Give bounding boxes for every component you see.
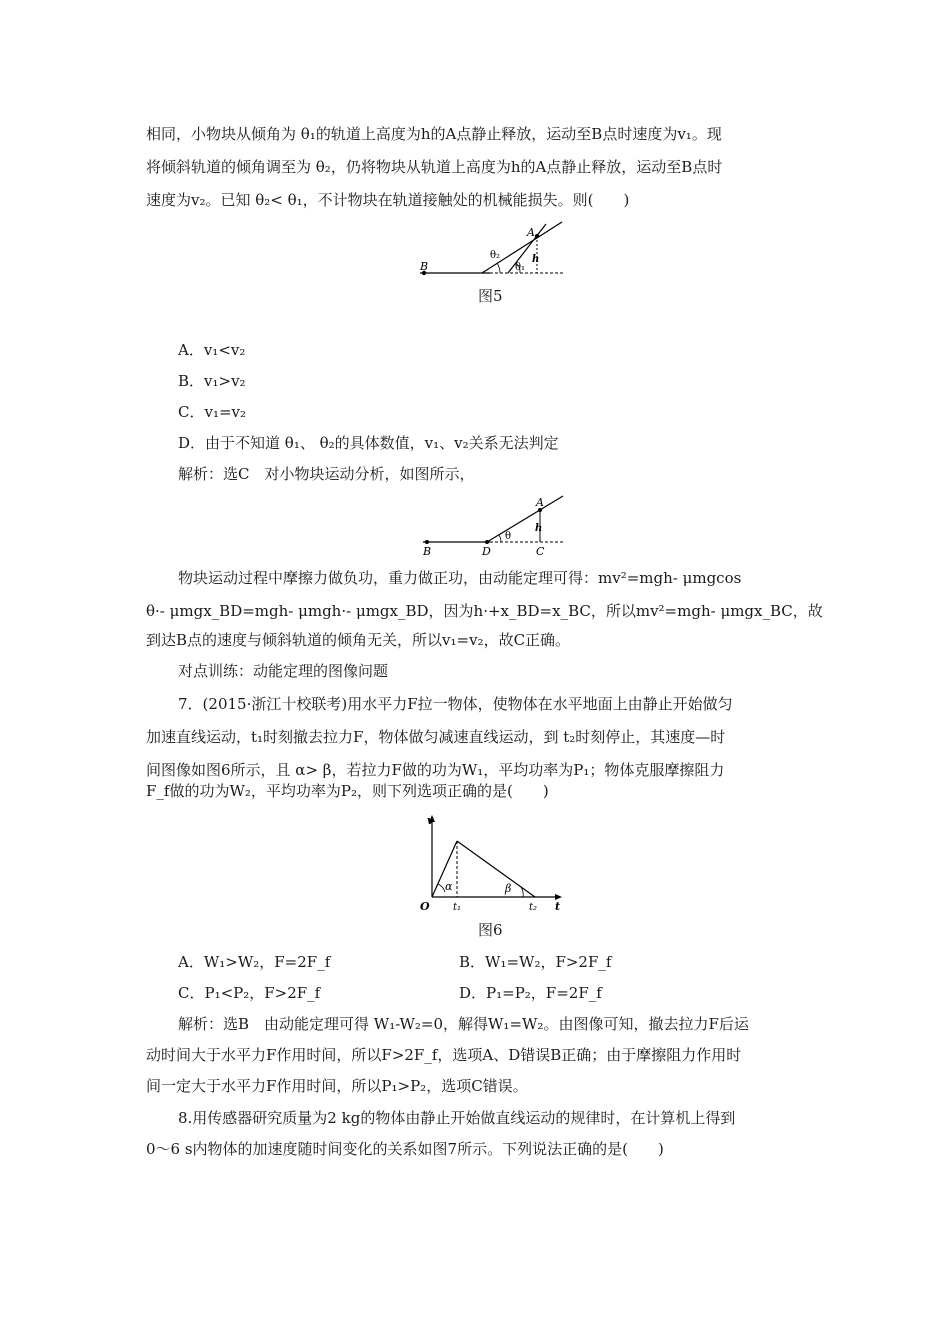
q7-line-1: 7．(2015·浙江十校联考)用水平力F拉一物体，使物体在水平地面上由静止开始做匀	[178, 695, 733, 713]
fig5-label-h: h	[532, 254, 540, 265]
q7-line-2: 加速直线运动，t₁时刻撤去拉力F，物体做匀减速直线运动，到 t₂时刻停止，其速度—时	[146, 728, 726, 746]
afig-label-theta: θ	[505, 531, 512, 542]
q6-analysis-line-2: θ·- μmgx_BD=mgh- μmgh·- μmgx_BD，因为h·+x_BD=x_BC，所以mv²=mgh- μmgx_BC，故	[146, 602, 823, 620]
q6-option-b: B．v₁>v₂	[178, 372, 246, 390]
section-heading: 对点训练：动能定理的图像问题	[178, 662, 389, 680]
afig-label-a: A	[536, 496, 544, 509]
figure-5-caption: 图5	[478, 287, 503, 305]
afig-angle-arc	[499, 535, 501, 542]
fig5-angle-arc-2	[497, 263, 500, 273]
figure-5-diagram	[410, 218, 580, 284]
q6-option-a: A．v₁<v₂	[178, 341, 246, 359]
afig-point-b	[425, 540, 429, 544]
q6-line-2: 将倾斜轨道的倾角调至为 θ₂，仍将物块从轨道上高度为h的A点静止释放，运动至B点时	[146, 158, 723, 176]
fig6-label-t2: t₂	[529, 902, 538, 913]
q8-line-2: 0～6 s内物体的加速度随时间变化的关系如图7所示。下列说法正确的是( )	[146, 1140, 664, 1158]
afig-label-c: C	[536, 545, 545, 558]
fig5-label-a: A	[527, 226, 535, 239]
fig6-label-v: v	[427, 814, 434, 827]
figure-6-caption: 图6	[478, 921, 503, 939]
afig-slope	[487, 496, 563, 542]
fig6-decel-segment	[457, 841, 535, 897]
afig-label-b: B	[423, 545, 432, 558]
q7-option-d: D．P₁=P₂，F=2F_f	[459, 984, 602, 1002]
q7-analysis-line-2: 动时间大于水平力F作用时间，所以F>2F_f，选项A、D错误B正确；由于摩擦阻力作用时	[146, 1046, 742, 1064]
afig-label-h: h	[535, 523, 543, 534]
q6-option-c: C．v₁=v₂	[178, 403, 247, 421]
q6-line-1: 相同，小物块从倾角为 θ₁的轨道上高度为h的A点静止释放，运动至B点时速度为v₁。现	[146, 125, 722, 143]
q6-analysis-head: 解析：选C 对小物块运动分析，如图所示，	[178, 465, 475, 483]
analysis-diagram	[415, 492, 575, 558]
fig5-label-b: B	[420, 260, 429, 273]
fig6-label-t: t	[555, 900, 561, 913]
q7-option-b: B．W₁=W₂，F>2F_f	[459, 953, 612, 971]
q6-analysis-line-3: 到达B点的速度与倾斜轨道的倾角无关，所以v₁=v₂，故C正确。	[146, 631, 571, 649]
q7-analysis-line-1: 解析：选B 由动能定理可得 W₁-W₂=0，解得W₁=W₂。由图像可知，撤去拉力F后运	[178, 1015, 749, 1033]
afig-point-d	[485, 540, 489, 544]
figure-6-vt-graph	[415, 812, 575, 914]
q8-line-1: 8.用传感器研究质量为2 kg的物体由静止开始做直线运动的规律时，在计算机上得到	[178, 1109, 736, 1127]
q6-analysis-line-1: 物块运动过程中摩擦力做负功，重力做正功，由动能定理可得：mv²=mgh- μmgcos	[178, 569, 742, 587]
fig6-label-t1: t₁	[453, 902, 462, 913]
fig5-label-theta2: θ₂	[490, 250, 501, 261]
q7-analysis-line-3: 间一定大于水平力F作用时间，所以P₁>P₂，选项C错误。	[146, 1077, 528, 1095]
fig5-label-theta1: θ₁	[515, 262, 526, 273]
q6-line-3: 速度为v₂。已知 θ₂< θ₁，不计物块在轨道接触处的机械能损失。则( )	[146, 191, 630, 209]
afig-label-d: D	[482, 545, 491, 558]
q7-line-3: 间图像如图6所示，且 α> β，若拉力F做的功为W₁，平均功率为P₁；物体克服摩擦阻力	[146, 761, 725, 779]
fig6-label-alpha: α	[445, 880, 453, 893]
q7-option-a: A．W₁>W₂，F=2F_f	[178, 953, 331, 971]
fig6-label-beta: β	[505, 882, 512, 895]
fig6-label-o: O	[420, 900, 430, 913]
q7-option-c: C．P₁<P₂，F>2F_f	[178, 984, 321, 1002]
fig6-alpha-arc	[438, 884, 445, 892]
q7-line-4: F_f做的功为W₂，平均功率为P₂，则下列选项正确的是( )	[146, 782, 549, 800]
q6-option-d: D．由于不知道 θ₁、 θ₂的具体数值，v₁、v₂关系无法判定	[178, 434, 559, 452]
